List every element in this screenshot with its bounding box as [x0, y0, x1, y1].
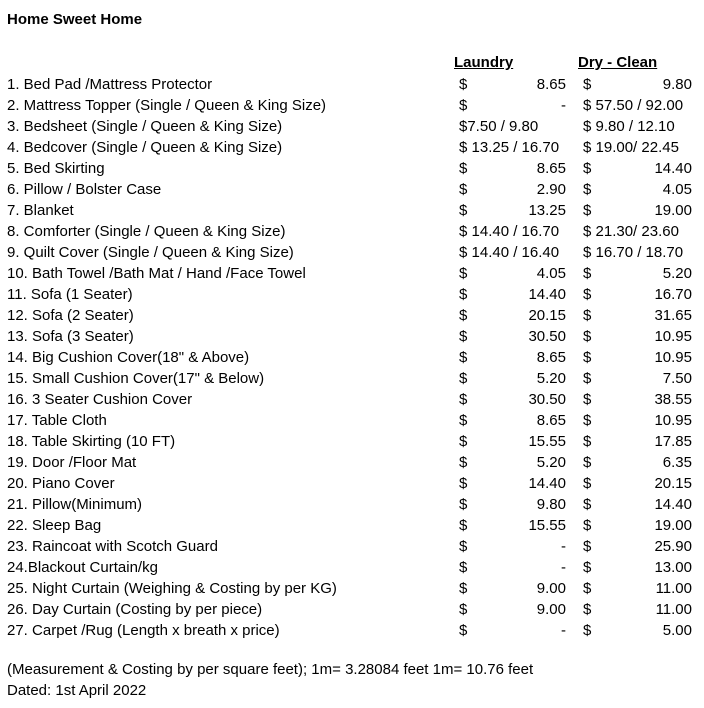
item-name: 27. Carpet /Rug (Length x breath x price) — [7, 622, 280, 639]
dry-clean-currency: $ — [583, 601, 592, 618]
dry-clean-price: $ 57.50 / 92.00 — [583, 97, 684, 114]
laundry-price: 30.50 — [528, 328, 566, 345]
table-row — [0, 116, 704, 137]
laundry-price: - — [561, 559, 566, 576]
table-row — [0, 578, 704, 599]
laundry-price: - — [561, 538, 566, 555]
dry-clean-currency: $ — [583, 559, 592, 576]
item-name: 25. Night Curtain (Weighing & Costing by per KG) — [7, 580, 337, 597]
laundry-price: 15.55 — [528, 433, 566, 450]
table-row — [0, 242, 704, 263]
laundry-price: 8.65 — [536, 76, 566, 93]
laundry-price: - — [561, 97, 566, 114]
dry-clean-currency: $ — [583, 538, 592, 555]
dry-clean-price: 5.20 — [662, 265, 692, 282]
table-row — [0, 620, 704, 641]
dry-clean-price: 10.95 — [654, 328, 692, 345]
laundry-price: 13.25 — [528, 202, 566, 219]
dry-clean-currency: $ — [583, 580, 592, 597]
dry-clean-price: 13.00 — [654, 559, 692, 576]
item-name: 22. Sleep Bag — [7, 517, 102, 534]
item-name: 18. Table Skirting (10 FT) — [7, 433, 176, 450]
dry-clean-currency: $ — [583, 160, 592, 177]
dry-clean-price: 10.95 — [654, 349, 692, 366]
item-name: 13. Sofa (3 Seater) — [7, 328, 134, 345]
dry-clean-currency: $ — [583, 622, 592, 639]
dry-clean-currency: $ — [583, 370, 592, 387]
laundry-price: 9.80 — [536, 496, 566, 513]
table-row — [0, 515, 704, 536]
laundry-currency: $ — [459, 433, 468, 450]
item-name: 6. Pillow / Bolster Case — [7, 181, 162, 198]
table-row — [0, 473, 704, 494]
dry-clean-currency: $ — [583, 475, 592, 492]
table-row — [0, 284, 704, 305]
item-name: 10. Bath Towel /Bath Mat / Hand /Face Towel — [7, 265, 306, 282]
dry-clean-currency: $ — [583, 76, 592, 93]
dry-clean-price: 4.05 — [662, 181, 692, 198]
laundry-currency: $ — [459, 559, 468, 576]
laundry-currency: $ — [459, 454, 468, 471]
laundry-currency: $ — [459, 97, 468, 114]
page-title: Home Sweet Home — [7, 11, 143, 28]
laundry-currency: $ — [459, 202, 468, 219]
table-row — [0, 431, 704, 452]
laundry-price: 15.55 — [528, 517, 566, 534]
laundry-column-header: Laundry — [454, 54, 514, 71]
laundry-currency: $ — [459, 307, 468, 324]
table-row — [0, 389, 704, 410]
laundry-price: 14.40 — [528, 475, 566, 492]
table-row — [0, 557, 704, 578]
dry-clean-price: 38.55 — [654, 391, 692, 408]
table-row — [0, 221, 704, 242]
dry-clean-currency: $ — [583, 433, 592, 450]
dry-clean-price: $ 19.00/ 22.45 — [583, 139, 679, 156]
table-row — [0, 599, 704, 620]
laundry-currency: $ — [459, 496, 468, 513]
item-name: 21. Pillow(Minimum) — [7, 496, 143, 513]
table-row — [0, 179, 704, 200]
laundry-currency: $ — [459, 517, 468, 534]
dry-clean-currency: $ — [583, 181, 592, 198]
laundry-price: 9.00 — [536, 601, 566, 618]
item-name: 2. Mattress Topper (Single / Queen & King Size) — [7, 97, 327, 114]
table-row — [0, 305, 704, 326]
laundry-price: 8.65 — [536, 160, 566, 177]
dry-clean-price: 25.90 — [654, 538, 692, 555]
dry-clean-currency: $ — [583, 454, 592, 471]
dry-clean-price: 16.70 — [654, 286, 692, 303]
laundry-currency: $ — [459, 349, 468, 366]
dry-clean-price: 14.40 — [654, 496, 692, 513]
dry-clean-currency: $ — [583, 307, 592, 324]
item-name: 17. Table Cloth — [7, 412, 107, 429]
laundry-price: 8.65 — [536, 412, 566, 429]
laundry-price: $7.50 / 9.80 — [459, 118, 539, 135]
table-row — [0, 326, 704, 347]
laundry-currency: $ — [459, 370, 468, 387]
dry-clean-price: 6.35 — [662, 454, 692, 471]
dry-clean-price: 19.00 — [654, 517, 692, 534]
laundry-price: $ 14.40 / 16.70 — [459, 223, 560, 240]
item-name: 23. Raincoat with Scotch Guard — [7, 538, 218, 555]
laundry-price: 2.90 — [536, 181, 566, 198]
item-name: 14. Big Cushion Cover(18" & Above) — [7, 349, 250, 366]
table-row — [0, 137, 704, 158]
dry-clean-price: $ 9.80 / 12.10 — [583, 118, 675, 135]
dry-clean-currency: $ — [583, 517, 592, 534]
laundry-price: 5.20 — [536, 454, 566, 471]
dry-clean-price: 31.65 — [654, 307, 692, 324]
laundry-price: 9.00 — [536, 580, 566, 597]
laundry-currency: $ — [459, 538, 468, 555]
dry-clean-currency: $ — [583, 412, 592, 429]
price-table — [0, 74, 704, 641]
item-name: 9. Quilt Cover (Single / Queen & King Size) — [7, 244, 294, 261]
laundry-price: 20.15 — [528, 307, 566, 324]
dry-clean-column-header: Dry - Clean — [578, 54, 658, 71]
laundry-price: - — [561, 622, 566, 639]
table-row — [0, 368, 704, 389]
item-name: 24.Blackout Curtain/kg — [7, 559, 158, 576]
item-name: 8. Comforter (Single / Queen & King Size) — [7, 223, 286, 240]
laundry-currency: $ — [459, 580, 468, 597]
item-name: 16. 3 Seater Cushion Cover — [7, 391, 193, 408]
dry-clean-price: 20.15 — [654, 475, 692, 492]
laundry-price: 14.40 — [528, 286, 566, 303]
laundry-price: $ 13.25 / 16.70 — [459, 139, 560, 156]
dated-text: Dated: 1st April 2022 — [7, 682, 147, 699]
laundry-price: 5.20 — [536, 370, 566, 387]
laundry-currency: $ — [459, 412, 468, 429]
item-name: 7. Blanket — [7, 202, 74, 219]
laundry-price: 8.65 — [536, 349, 566, 366]
dry-clean-price: 10.95 — [654, 412, 692, 429]
item-name: 19. Door /Floor Mat — [7, 454, 137, 471]
laundry-price: $ 14.40 / 16.40 — [459, 244, 560, 261]
laundry-currency: $ — [459, 601, 468, 618]
dry-clean-price: 14.40 — [654, 160, 692, 177]
dry-clean-currency: $ — [583, 265, 592, 282]
dry-clean-price: 5.00 — [662, 622, 692, 639]
table-row — [0, 74, 704, 95]
dry-clean-price: 7.50 — [662, 370, 692, 387]
dry-clean-price: 11.00 — [655, 601, 692, 618]
dry-clean-currency: $ — [583, 349, 592, 366]
item-name: 12. Sofa (2 Seater) — [7, 307, 134, 324]
laundry-currency: $ — [459, 391, 468, 408]
dry-clean-price: 11.00 — [655, 580, 692, 597]
item-name: 26. Day Curtain (Costing by per piece) — [7, 601, 263, 618]
dry-clean-price: 19.00 — [654, 202, 692, 219]
dry-clean-currency: $ — [583, 496, 592, 513]
item-name: 5. Bed Skirting — [7, 160, 105, 177]
table-row — [0, 536, 704, 557]
item-name: 1. Bed Pad /Mattress Protector — [7, 76, 213, 93]
laundry-currency: $ — [459, 160, 468, 177]
table-row — [0, 158, 704, 179]
table-row — [0, 494, 704, 515]
item-name: 4. Bedcover (Single / Queen & King Size) — [7, 139, 283, 156]
laundry-currency: $ — [459, 181, 468, 198]
table-row — [0, 263, 704, 284]
laundry-price: 30.50 — [528, 391, 566, 408]
dry-clean-currency: $ — [583, 328, 592, 345]
table-row — [0, 347, 704, 368]
laundry-currency: $ — [459, 328, 468, 345]
dry-clean-price: $ 21.30/ 23.60 — [583, 223, 679, 240]
laundry-currency: $ — [459, 265, 468, 282]
dry-clean-price: 17.85 — [654, 433, 692, 450]
laundry-price: 4.05 — [536, 265, 566, 282]
item-name: 15. Small Cushion Cover(17" & Below) — [7, 370, 265, 387]
item-name: 20. Piano Cover — [7, 475, 115, 492]
table-row — [0, 95, 704, 116]
item-name: 11. Sofa (1 Seater) — [7, 286, 133, 303]
table-row — [0, 452, 704, 473]
laundry-currency: $ — [459, 76, 468, 93]
dry-clean-currency: $ — [583, 391, 592, 408]
measurement-note: (Measurement & Costing by per square feet); 1m= 3.28084 feet 1m= 10.76 feet — [7, 661, 534, 678]
table-row — [0, 410, 704, 431]
dry-clean-price: 9.80 — [662, 76, 692, 93]
item-name: 3. Bedsheet (Single / Queen & King Size) — [7, 118, 283, 135]
dry-clean-currency: $ — [583, 286, 592, 303]
dry-clean-price: $ 16.70 / 18.70 — [583, 244, 684, 261]
table-row — [0, 200, 704, 221]
laundry-currency: $ — [459, 286, 468, 303]
laundry-currency: $ — [459, 475, 468, 492]
laundry-currency: $ — [459, 622, 468, 639]
dry-clean-currency: $ — [583, 202, 592, 219]
